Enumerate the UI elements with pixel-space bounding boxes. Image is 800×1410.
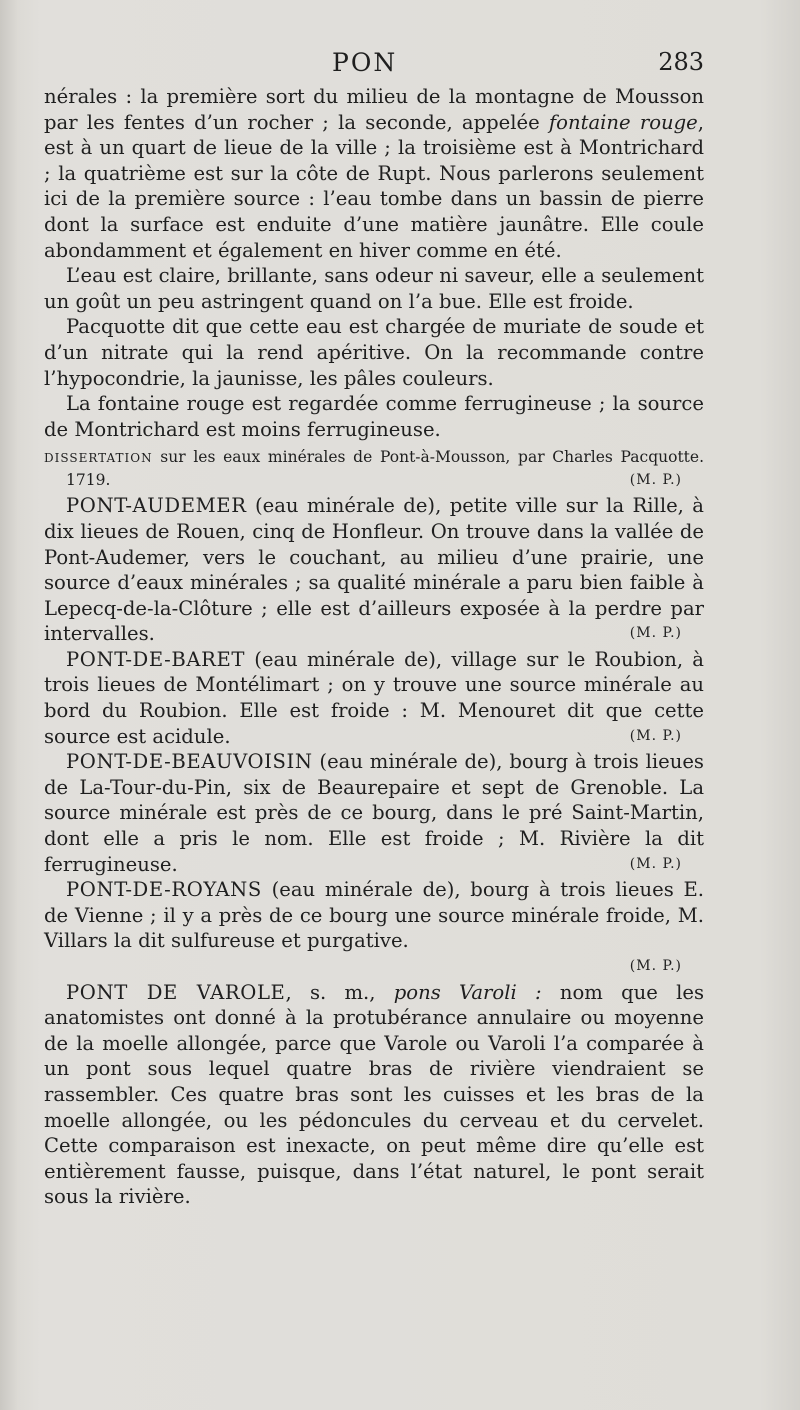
author-signature: (M. P.) — [629, 855, 682, 872]
author-signature: (M. P.) — [629, 625, 682, 642]
entry-pont-de-royans — [44, 877, 704, 954]
intro-text: , est à un quart de lieue de la ville ; la troisième est à Montrichard ; la quatrième est sur la côte de Rupt. Nous parlerons seulement ici de la première source : l’eau tombe dans un bassin de pierre dont la surface est enduite d’une matière jaunâtre. Elle coule abondamment et également en hiver comme en été. — [44, 110, 704, 262]
entry-text: , s. m., — [285, 980, 394, 1004]
entry-pont-de-beauvoisin — [44, 749, 704, 877]
bibliography-text: sur les eaux minérales de Pont-à-Mousson, par Charles Pacquotte. 1719. — [66, 448, 704, 490]
intro-paragraph-1 — [44, 84, 704, 263]
entry-pont-de-baret — [44, 647, 704, 749]
intro-paragraph-2: L’eau est claire, brillante, sans odeur ni saveur, elle a seulement un goût un peu astringent quand on l’a bue. Elle est froide. — [44, 264, 704, 313]
bibliography-label: DISSERTATION — [44, 451, 153, 466]
intro-text: nérales : la première sort du milieu de la montagne de Mousson par les fentes d’un rocher ; la seconde, appelée — [44, 85, 704, 134]
author-signature: (M. P.) — [629, 472, 682, 489]
entry-headword: PONT-AUDEMER — [66, 494, 247, 518]
entry-headword: PONT-DE-BEAUVOISIN — [66, 750, 313, 774]
entry-pont-audemer — [44, 493, 704, 647]
body-text — [44, 84, 704, 1210]
intro-italic: fontaine rouge — [548, 110, 698, 134]
entry-text: nom que les anatomistes ont donné à la protubérance annulaire ou moyenne de la moelle allongée, parce que Varole ou Varoli l’a comparée à un pont sous lequel quatre bras de rivière viendraient se rassembler. Ces quatre bras sont les cuisses et les bras de la moelle allongée, ou les pédoncules du cerveau et du cervelet. Cette comparaison est inexacte, on peut même dire qu’elle est entièrement fausse, puisque, dans l’état naturel, le pont serait sous la rivière. — [44, 980, 704, 1209]
author-signature: (M. P.) — [629, 958, 682, 974]
entry-text: (eau minérale de), bourg à trois lieues de La-Tour-du-Pin, six de Beaurepaire et sept de Grenoble. La source minérale est près de ce bourg, dans le pré Saint-Martin, dont elle a pris le nom. Elle est froide ; M. Rivière la dit ferrugineuse. — [44, 750, 704, 876]
entry-pont-de-varole — [44, 980, 704, 1210]
entry-text: (eau minérale de), petite ville sur la Rille, à dix lieues de Rouen, cinq de Honfleur. On trouve dans la vallée de Pont-Audemer, vers le couchant, au milieu d’une prairie, une source d’eaux minérales ; sa qualité minérale a paru bien faible à Lepecq-de-la-Clôture ; elle est d’ailleurs exposée à la perdre par intervalles. — [44, 494, 704, 646]
entry-headword: PONT-DE-BARET — [66, 647, 246, 671]
entry-headword: PONT DE VAROLE — [66, 980, 286, 1004]
running-head: PON — [332, 48, 398, 77]
entry-headword: PONT-DE-ROYANS — [66, 878, 262, 902]
page-number: 283 — [658, 48, 704, 76]
intro-paragraph-3: Pacquotte dit que cette eau est chargée de muriate de soude et d’un nitrate qui la rend apéritive. On la recommande contre l’hypocondrie, la jaunisse, les pâles couleurs. — [44, 315, 704, 390]
page-header — [0, 48, 800, 82]
intro-paragraph-4: La fontaine rouge est regardée comme ferrugineuse ; la source de Montrichard est moins ferrugineuse. — [44, 392, 704, 441]
author-signature: (M. P.) — [629, 727, 682, 744]
entry-text: (eau minérale de), bourg à trois lieues E. de Vienne ; il y a près de ce bourg une source minérale froide, M. Villars la dit sulfureuse et purgative. — [44, 878, 704, 953]
bibliography-note — [44, 446, 704, 491]
entry-italic: pons Varoli : — [393, 980, 542, 1004]
entry-text: (eau minérale de), village sur le Roubion, à trois lieues de Montélimart ; on y trouve une source minérale au bord du Roubion. Elle est froide : M. Menouret dit que cette source est acidule. — [44, 647, 704, 748]
